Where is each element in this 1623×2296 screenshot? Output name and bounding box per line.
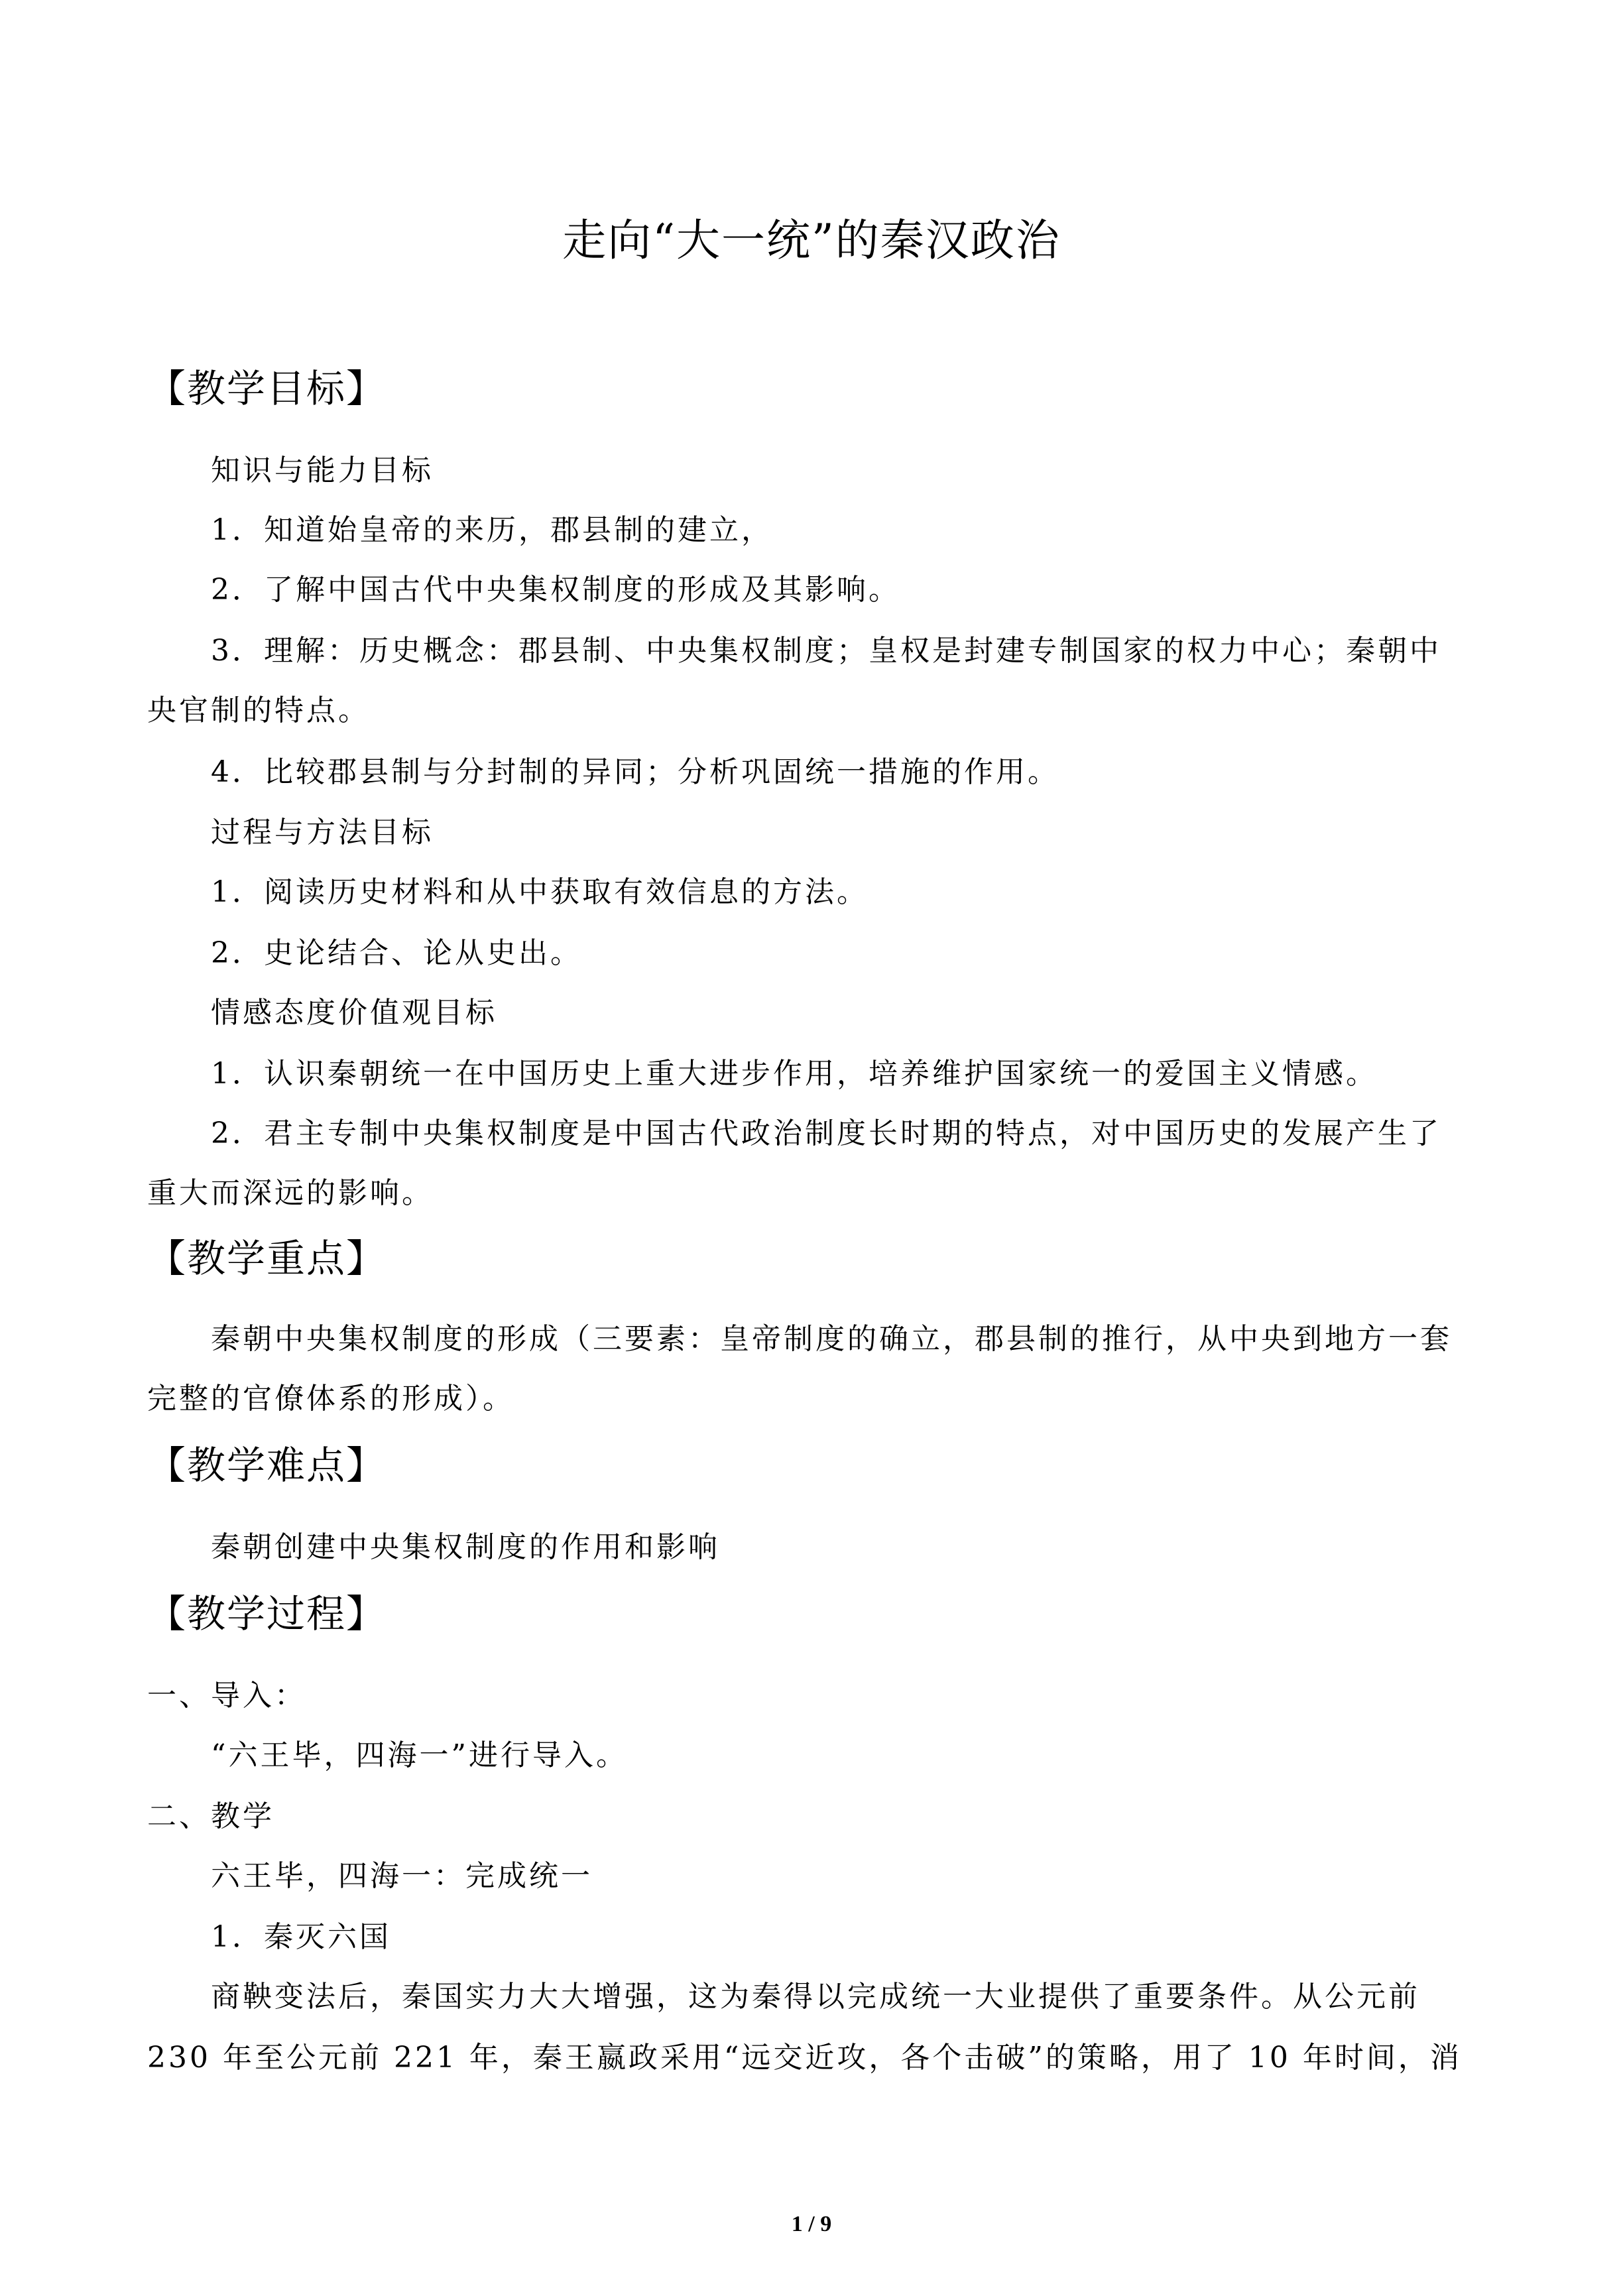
page-number: 1 / 9 — [791, 2212, 832, 2236]
key-points-text-a: 秦朝中央集权制度的形成（三要素：皇帝制度的确立，郡县制的推行，从中央到地方一套 — [211, 1322, 1452, 1356]
process-item-2: 2．史论结合、论从史出。 — [211, 936, 582, 970]
emotion-label: 情感态度价值观目标 — [211, 996, 497, 1030]
intro-text: “六王毕，四海一”进行导入。 — [211, 1738, 628, 1772]
knowledge-item-4: 4．比较郡县制与分封制的异同；分析巩固统一措施的作用。 — [211, 755, 1059, 789]
knowledge-item-3b: 央官制的特点。 — [147, 694, 370, 727]
emotion-item-2b: 重大而深远的影响。 — [147, 1176, 434, 1210]
paragraph-line-a: 商鞅变法后，秦国实力大大增强，这为秦得以完成统一大业提供了重要条件。从公元前 — [211, 1980, 1420, 2014]
teach-subheading: 六王毕，四海一：完成统一 — [211, 1859, 593, 1893]
difficult-points-text: 秦朝创建中央集权制度的作用和影响 — [211, 1530, 720, 1564]
emotion-item-2a: 2．君主专制中央集权制度是中国古代政治制度长时期的特点，对中国历史的发展产生了 — [211, 1117, 1441, 1150]
process-item-1: 1．阅读历史材料和从中获取有效信息的方法。 — [211, 875, 869, 909]
heading-teaching-process: 【教学过程】 — [147, 1591, 387, 1636]
emotion-item-1: 1．认识秦朝统一在中国历史上重大进步作用，培养维护国家统一的爱国主义情感。 — [211, 1057, 1378, 1091]
teach-label: 二、教学 — [147, 1799, 274, 1833]
intro-label: 一、导入： — [147, 1679, 306, 1713]
page-title: 走向“大一统”的秦汉政治 — [562, 215, 1061, 266]
process-label: 过程与方法目标 — [211, 816, 434, 849]
heading-objectives: 【教学目标】 — [147, 366, 387, 411]
knowledge-item-1: 1．知道始皇帝的来历，郡县制的建立， — [211, 513, 773, 547]
knowledge-item-3a: 3．理解：历史概念：郡县制、中央集权制度；皇权是封建专制国家的权力中心；秦朝中 — [211, 634, 1441, 668]
heading-difficult-points: 【教学难点】 — [147, 1443, 387, 1488]
paragraph-line-b: 230 年至公元前 221 年，秦王嬴政采用“远交近攻，各个击破”的策略，用了 10 年时间，消 — [147, 2041, 1462, 2075]
knowledge-label: 知识与能力目标 — [211, 453, 434, 487]
heading-key-points: 【教学重点】 — [147, 1236, 387, 1281]
key-points-text-b: 完整的官僚体系的形成）。 — [147, 1382, 514, 1416]
teach-item-1: 1．秦灭六国 — [211, 1920, 391, 1954]
knowledge-item-2: 2．了解中国古代中央集权制度的形成及其影响。 — [211, 573, 900, 607]
